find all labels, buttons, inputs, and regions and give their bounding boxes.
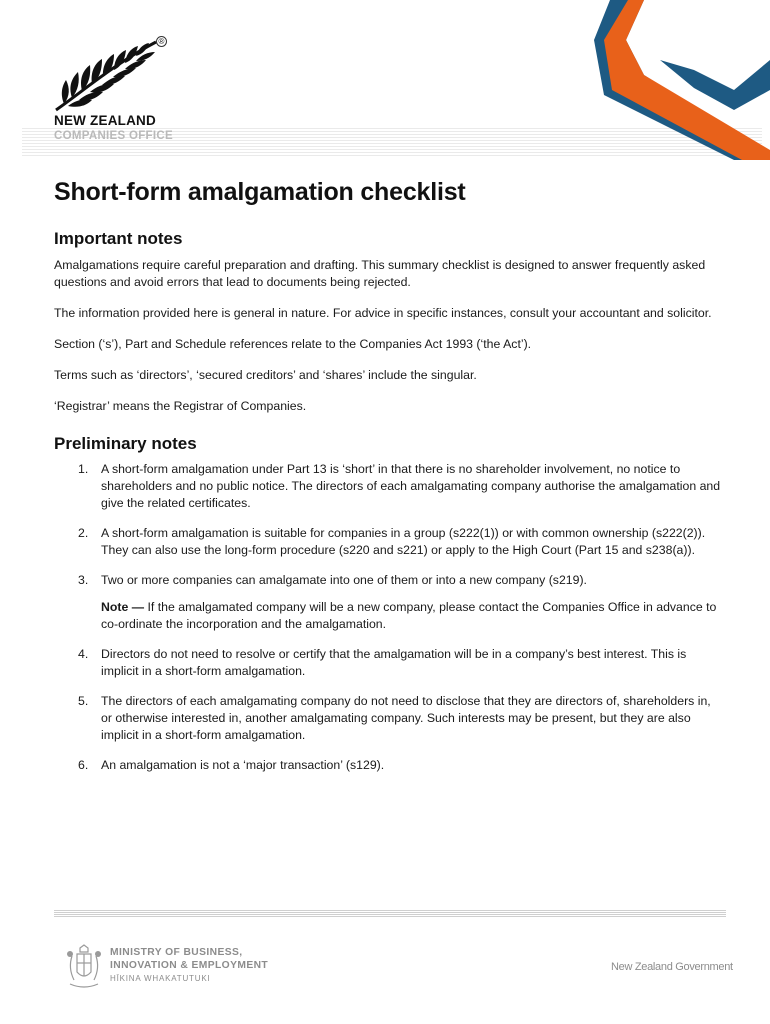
list-item-number: 3.: [78, 573, 89, 587]
brand-subname: COMPANIES OFFICE: [54, 130, 173, 142]
note-paragraph: [54, 599, 722, 633]
ministry-maori-name: HĪKINA WHAKATUTUKI: [110, 974, 211, 983]
important-notes-paragraph: Amalgamations require careful preparation and drafting. This summary checklist is designed to answer frequently asked questions and avoid errors that lead to documents being rejected.: [54, 258, 706, 289]
registered-trademark-mark: ®: [156, 36, 167, 47]
list-item: [54, 572, 722, 589]
important-notes-paragraph: Section (‘s’), Part and Schedule references relate to the Companies Act 1993 (‘the Act’).: [54, 337, 532, 351]
page-header: [0, 0, 770, 160]
preliminary-notes-list: [54, 461, 722, 774]
silver-fern-logo-icon: [52, 34, 170, 114]
page-title: Short-form amalgamation checklist: [54, 178, 466, 206]
list-item: [54, 757, 722, 774]
nz-government-logo: New Zealand Government: [611, 961, 733, 973]
list-item-number: 6.: [78, 758, 89, 772]
list-item-number: 5.: [78, 694, 89, 708]
list-item-number: 4.: [78, 647, 89, 661]
footer-stripe-band: [54, 910, 726, 917]
note-label: Note —: [101, 600, 145, 614]
coat-of-arms-icon: [64, 944, 104, 990]
ministry-name-line1: MINISTRY OF BUSINESS,: [110, 947, 243, 958]
important-notes-heading: Important notes: [54, 229, 183, 248]
list-item-text: A short-form amalgamation is suitable for companies in a group (s222(1)) or with common ownership (s222(2)). They can also use the long-form procedure (s220 and s221) or apply to the High Court (Part 15 and s238(a)).: [101, 526, 706, 557]
important-notes-paragraph: ‘Registrar’ means the Registrar of Companies.: [54, 399, 307, 413]
list-item-text: Directors do not need to resolve or certify that the amalgamation will be in a company’s best interest. This is implicit in a short-form amalgamation.: [101, 647, 687, 678]
ministry-name-line2: INNOVATION & EMPLOYMENT: [110, 960, 269, 971]
list-item-text: An amalgamation is not a ‘major transaction’ (s129).: [101, 758, 385, 772]
list-item: [54, 525, 722, 559]
list-item-number: 2.: [78, 526, 89, 540]
document-body: [54, 178, 722, 787]
corner-chevron-graphic: [584, 0, 770, 160]
list-item-text: The directors of each amalgamating company do not need to disclose that they are directors of, shareholders in, or otherwise interested in, another amalgamating company. Such interests may be present, but they are also implicit in a short-form amalgamation.: [101, 694, 711, 742]
list-item-number: 1.: [78, 462, 89, 476]
important-notes-paragraph: The information provided here is general in nature. For advice in specific instances, consult your accountant and solicitor.: [54, 306, 712, 320]
list-item: [54, 461, 722, 512]
preliminary-notes-heading: Preliminary notes: [54, 434, 197, 453]
important-notes-paragraph: Terms such as ‘directors’, ‘secured creditors’ and ‘shares’ include the singular.: [54, 368, 477, 382]
note-text: If the amalgamated company will be a new company, please contact the Companies Office in advance to co-ordinate the incorporation and the amalgamation.: [101, 600, 717, 631]
list-item-text: A short-form amalgamation under Part 13 is ‘short’ in that there is no shareholder involvement, no notice to shareholders and no public notice. The directors of each amalgamating company authorise the amalgamation and give the related certificates.: [101, 462, 721, 510]
list-item: [54, 693, 722, 744]
list-item-text: Two or more companies can amalgamate into one of them or into a new company (s219).: [101, 573, 587, 587]
brand-name: NEW ZEALAND: [54, 113, 156, 128]
list-item: [54, 646, 722, 680]
